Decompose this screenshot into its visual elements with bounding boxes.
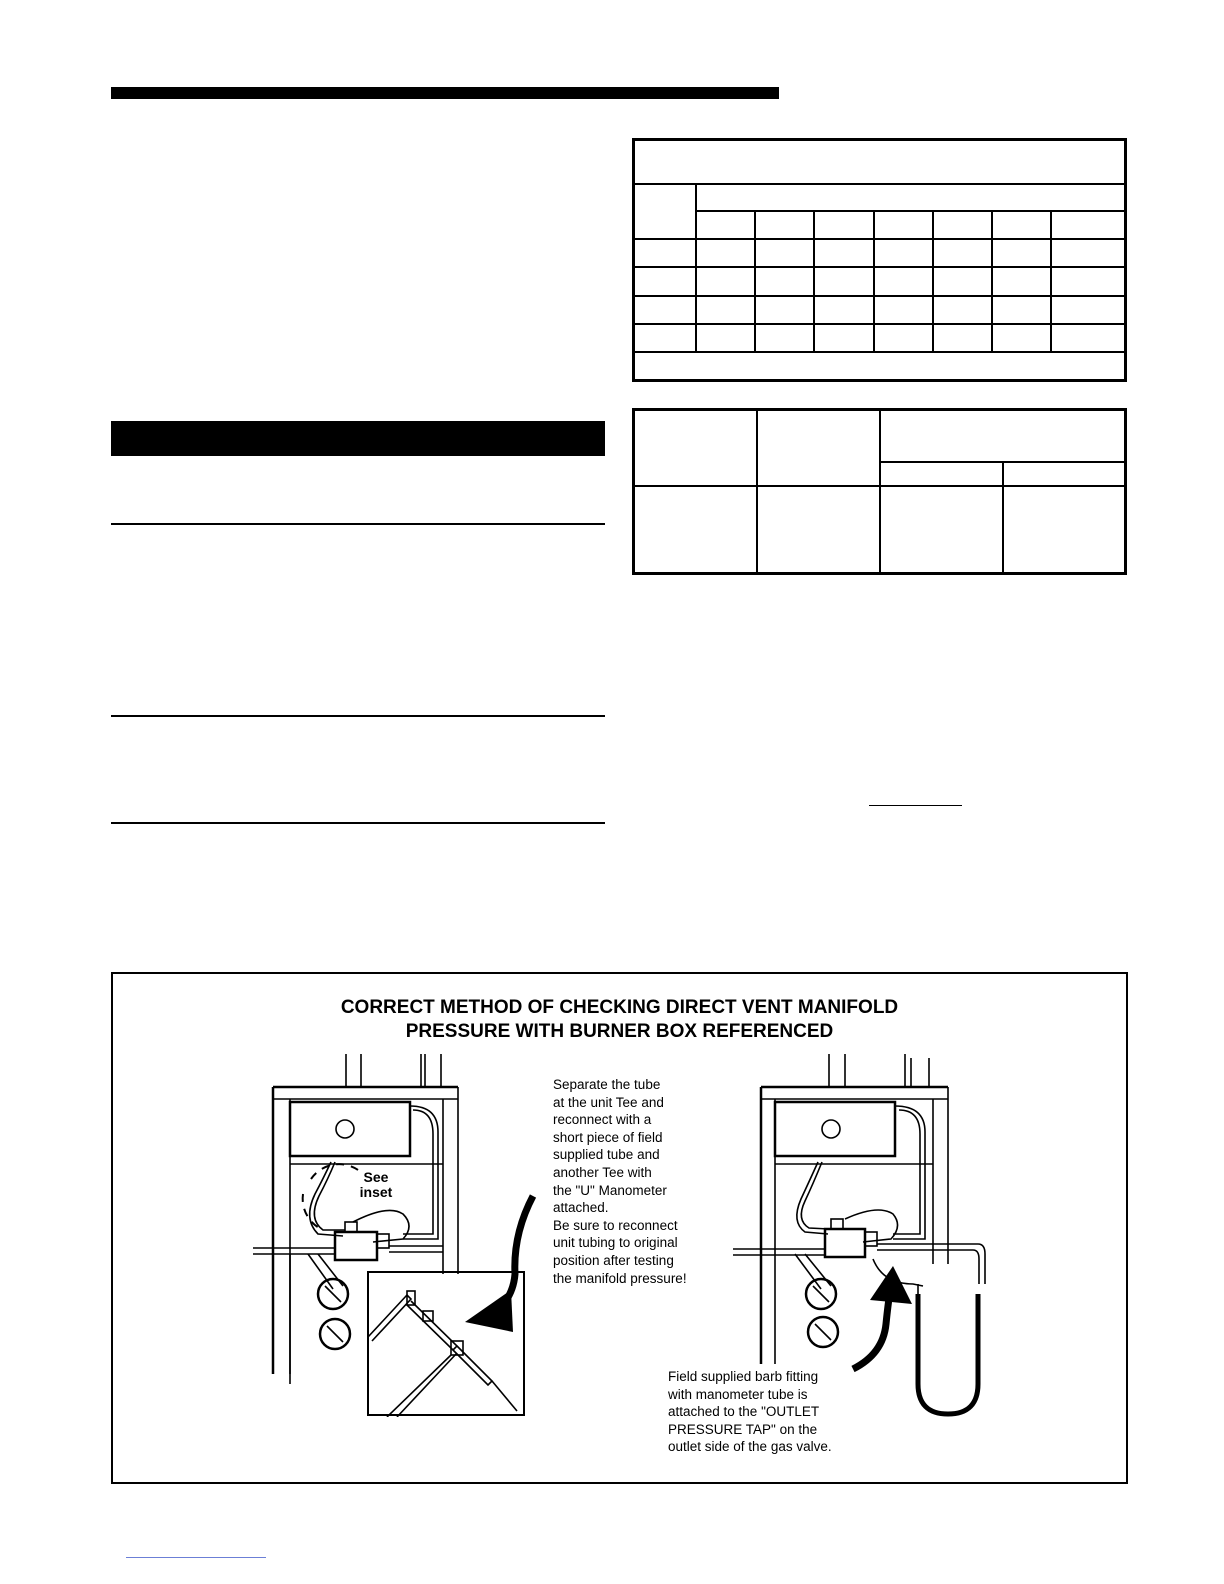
table-cell [814,211,873,239]
divider-rule [111,822,605,824]
table-cell [1003,462,1126,486]
left-arrow-icon [453,1484,454,1485]
section-heading-bar [111,421,605,456]
table-cell [634,410,758,486]
table-upper [632,138,1127,382]
table-upper-footer-cell [634,352,1126,380]
table-row [634,324,1126,352]
table-cell [874,211,933,239]
table-cell [757,410,880,486]
divider-rule [111,715,605,717]
header-bar [111,87,779,99]
table-cell [933,211,992,239]
table-row [634,296,1126,324]
table-cell [992,211,1051,239]
table-cell [696,211,755,239]
table-upper-group-header [696,184,1126,211]
figure-title-line2: PRESSURE WITH BURNER BOX REFERENCED [405,1021,834,1042]
table-lower-group-header [880,410,1126,462]
table-row [634,267,1126,296]
table-upper-title-cell [634,140,1126,184]
table-row [634,239,1126,267]
figure-title-line1: CORRECT METHOD OF CHECKING DIRECT VENT MANIFOLD [340,997,899,1018]
table-cell [1051,211,1125,239]
table-cell [880,462,1003,486]
underline-mark [869,805,962,806]
table-row [634,486,1126,574]
table-lower [632,408,1127,575]
figure-box [111,972,1128,1484]
divider-rule [111,523,605,525]
left-caption: Separate the tube at the unit Tee and reconnect with a short piece of field supplied tube and another Tee with the "U" Manometer attached. Be sure to reconnect unit tubing to original position after testing the manifold pressure! [553,1077,687,1286]
table-upper-corner-cell [634,184,697,239]
right-curved-arrow-icon [848,1264,928,1374]
left-curved-arrow-icon [453,1194,543,1334]
see-inset-label: See inset [359,1169,393,1200]
table-cell [755,211,814,239]
footer-link-underline [126,1557,266,1558]
right-caption: Field supplied barb fitting with manometer tube is attached to the "OUTLET PRESSURE TAP" on the outlet side of the gas valve. [668,1369,832,1455]
